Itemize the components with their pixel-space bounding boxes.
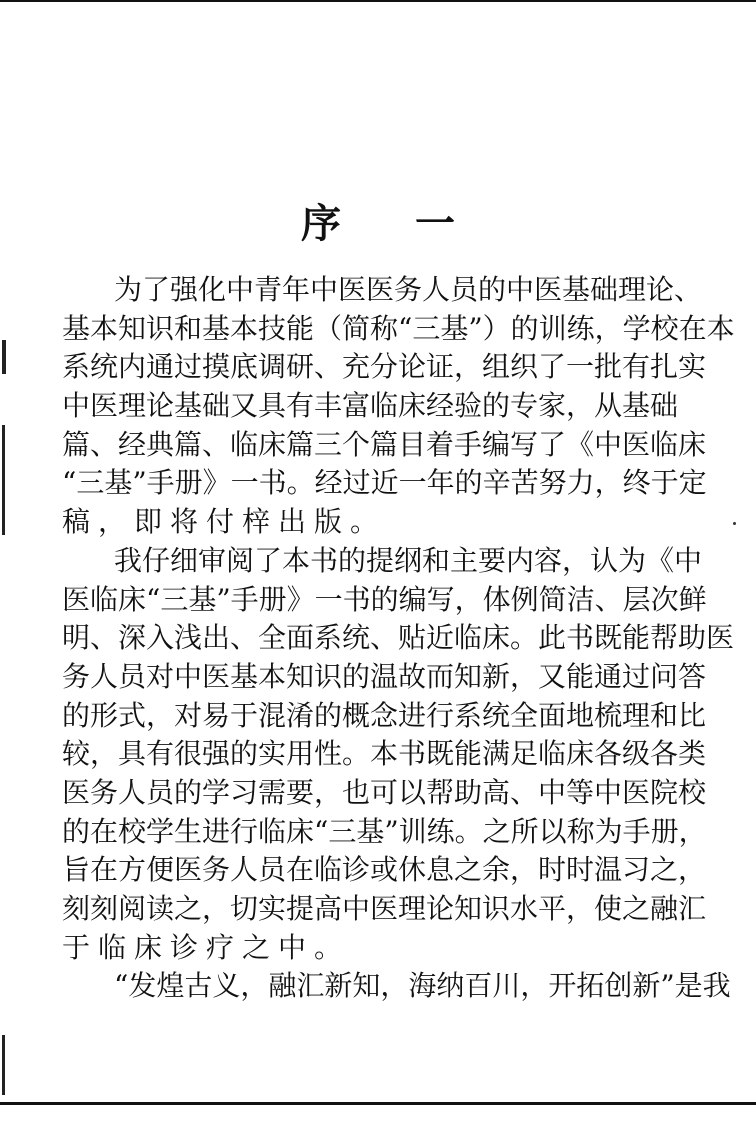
text-line: 务人员对中医基本知识的温故而知新，又能通过问答 [62, 659, 707, 693]
text-line: 较，具有很强的实用性。本书既能满足临床各级各类 [62, 737, 707, 771]
preface-body [62, 271, 735, 1006]
text-line: 基本知识和基本技能（简称“三基”）的训练，学校在本 [62, 311, 735, 345]
page-title: 序 一 [301, 200, 485, 247]
scan-edge-mark [2, 340, 6, 374]
text-line: 刻刻阅读之，切实提高中医理论知识水平，使之融汇 [62, 892, 707, 925]
text-line: 于临床诊疗之中。 [62, 930, 351, 964]
scan-edge-mark [2, 425, 5, 535]
text-line: 为了强化中青年中医医务人员的中医基础理论、 [114, 273, 703, 306]
paragraph-1 [62, 271, 735, 542]
top-rule [0, 0, 756, 2]
text-line: 篇、经典篇、临床篇三个篇目着手编写了《中医临床 [62, 427, 707, 461]
text-line: 明、深入浅出、全面系统、贴近临床。此书既能帮助医 [62, 621, 735, 655]
text-line: 旨在方便医务人员在临诊或休息之余，时时温习之， [62, 853, 707, 887]
text-line: 稿，即将付梓出版。 [62, 505, 387, 539]
text-line: 中医理论基础又具有丰富临床经验的专家，从基础 [62, 389, 679, 423]
text-line: 的在校学生进行临床“三基”训练。之所以称为手册， [62, 814, 707, 848]
scan-speck [733, 522, 736, 525]
text-line: 系统内通过摸底调研、充分论证，组织了一批有扎实 [62, 350, 707, 384]
paragraph-3 [62, 967, 731, 1006]
bottom-rule [0, 1102, 756, 1105]
text-line: “三基”手册》一书。经过近一年的辛苦努力，终于定 [62, 466, 707, 500]
paragraph-2 [62, 542, 735, 968]
scan-edge-mark [2, 1035, 5, 1095]
text-line: “发煌古义，融汇新知，海纳百川，开拓创新”是我 [114, 969, 731, 1003]
text-line: 医临床“三基”手册》一书的编写，体例简洁、层次鲜 [62, 582, 707, 616]
text-line: 我仔细审阅了本书的提纲和主要内容，认为《中 [114, 543, 703, 577]
text-line: 的形式，对易于混淆的概念进行系统全面地梳理和比 [62, 698, 707, 732]
text-line: 医务人员的学习需要，也可以帮助高、中等中医院校 [62, 775, 707, 809]
